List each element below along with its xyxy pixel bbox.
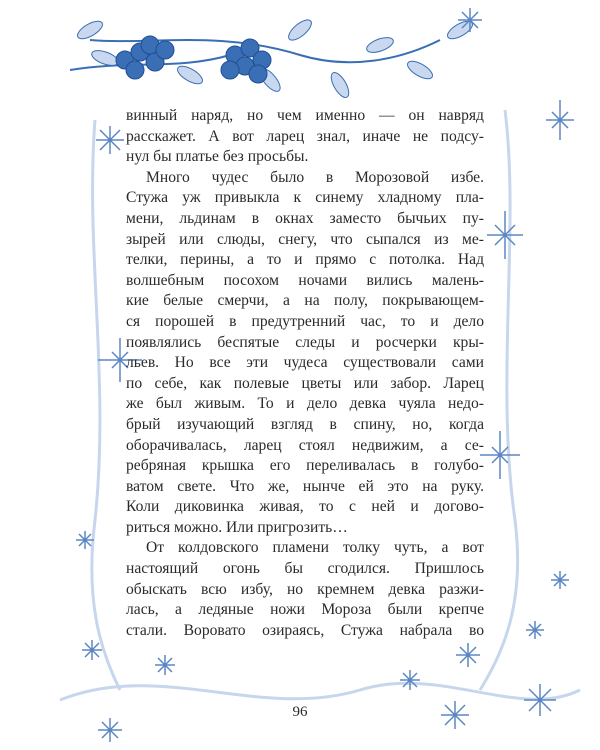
text-line: зырей или слюды, снегу, что сыпался из ме- bbox=[126, 230, 484, 248]
text-line: стали. Воровато озираясь, Стужа набрала во bbox=[126, 621, 484, 639]
text-line: винный наряд, но чем именно — он навряд bbox=[126, 107, 484, 124]
text-line: От колдовского пламени толку чуть, а вот bbox=[146, 539, 484, 557]
text-line: мени, льдинам в окнах заместо бычьих пу- bbox=[126, 209, 484, 227]
text-line: Стужа уж привыкла к синему хладному пла- bbox=[126, 189, 484, 207]
text-line: волшебным посохом ночами вились малень- bbox=[126, 271, 484, 289]
text-line: обыскать всю избу, но кремнем девка разжи- bbox=[126, 580, 484, 598]
text-line: по себе, как полевые цветы или забор. Ларец bbox=[126, 374, 484, 392]
text-line: Коли диковинка живая, то с ней и догово- bbox=[126, 498, 484, 516]
text-line: появлялись беспятые следы и росчерки кры- bbox=[126, 333, 484, 351]
text-line: льев. Но все эти чудеса существовали сами bbox=[126, 354, 484, 372]
text-line: лась, а ледяные ножи Мороза были крепче bbox=[126, 601, 484, 619]
text-line: ватом свете. Что же, нынче ей это на руку. bbox=[126, 477, 484, 495]
text-line: брый изучающий взгляд в спину, но, когда bbox=[126, 415, 484, 433]
text-line: риться можно. Или пригрозить… bbox=[126, 518, 348, 536]
text-line: же был живым. То и дело девка чуяла недо- bbox=[126, 395, 484, 413]
text-line: оборачивалась, ларец стоял недвижим, а се- bbox=[126, 436, 484, 454]
text-line: настоящий огонь бы сгодился. Пришлось bbox=[126, 560, 484, 578]
text-line: Много чудес было в Морозовой избе. bbox=[146, 168, 484, 186]
text-line: расскажет. А вот ларец знал, иначе не подсу- bbox=[126, 127, 484, 145]
page-number: 96 bbox=[292, 704, 308, 720]
text-line: кие белые смерчи, а на полу, покрывающем- bbox=[126, 292, 484, 310]
text-line: телки, перины, а то и прямо с потолка. Над bbox=[126, 251, 484, 269]
body-text bbox=[126, 106, 484, 641]
text-line: ся порошей в предутренний час, то и дело bbox=[126, 312, 484, 330]
text-line: нул бы платье без просьбы. bbox=[126, 148, 309, 166]
text-line: ребряная крышка его переливалась в голубо- bbox=[126, 457, 484, 475]
